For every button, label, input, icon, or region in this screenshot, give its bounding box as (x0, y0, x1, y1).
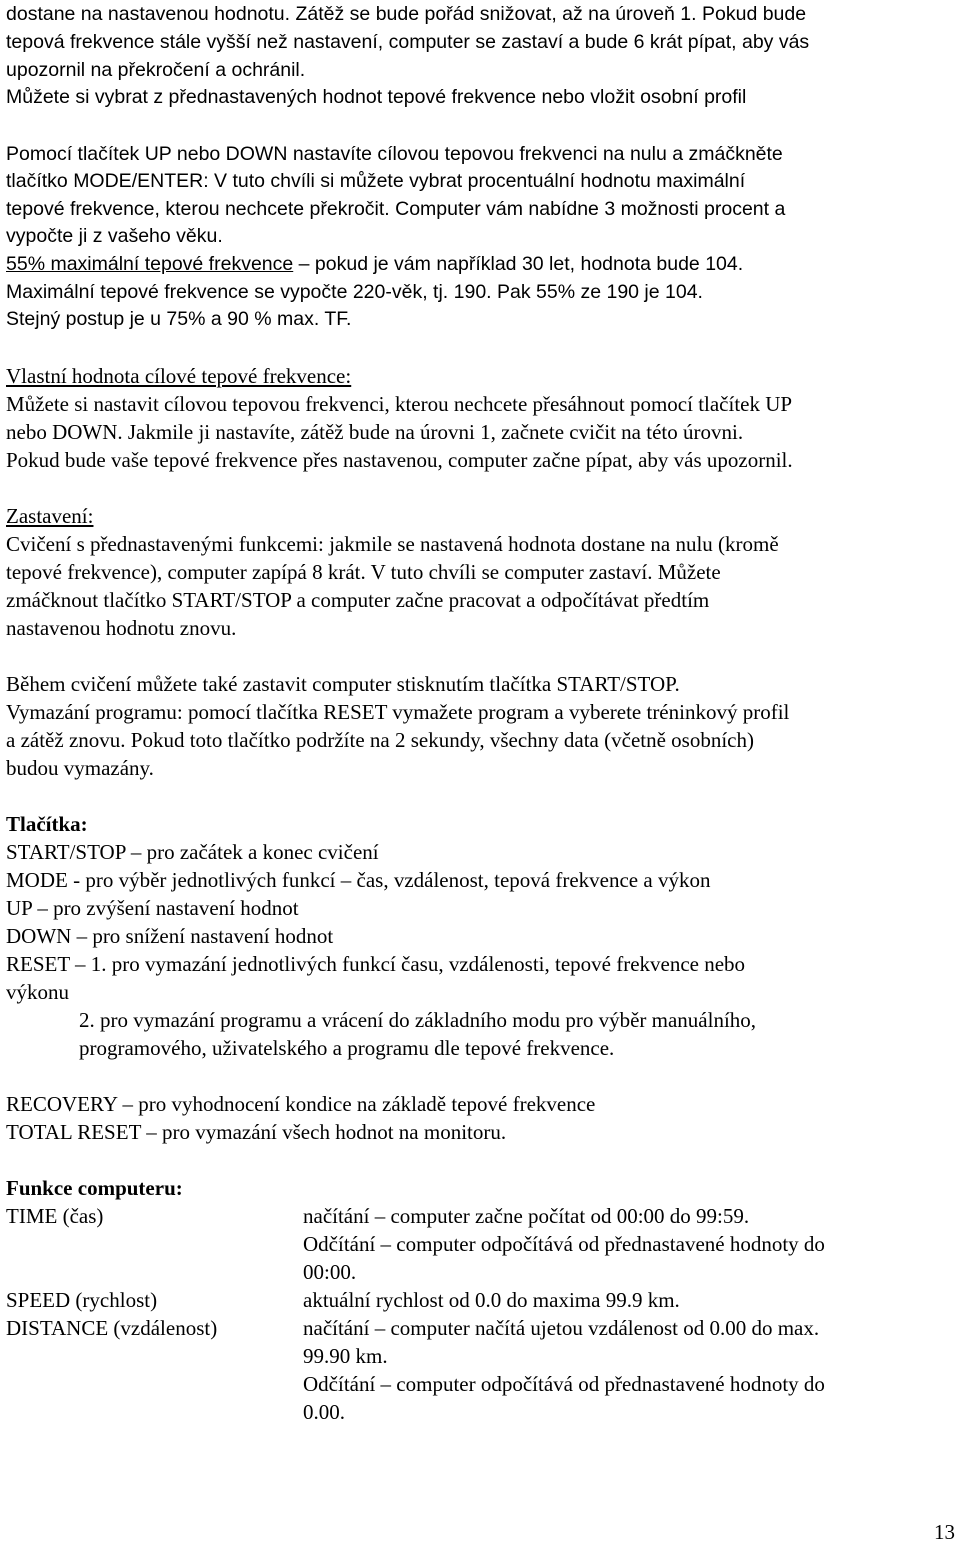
intro-line-2: tepová frekvence stále vyšší než nastavení, computer se zastaví a bude 6 krát pípat, aby vás (6, 31, 810, 53)
function-time-desc-2: Odčítání – computer odpočítává od přednastavené hodnoty do (303, 1232, 825, 1256)
custom-line-2: nebo DOWN. Jakmile ji nastavíte, zátěž bude na úrovni 1, začnete cvičit na této úrovni. (6, 420, 744, 444)
buttons-line-reset-1-cont: výkonu (6, 980, 69, 1004)
buttons-line-reset-2: 2. pro vymazání programu a vrácení do základního modu pro výběr manuálního, (79, 1008, 757, 1032)
custom-line-3: Pokud bude vaše tepové frekvence přes nastavenou, computer začne pípat, aby vás upozornil. (6, 448, 793, 472)
percent-line-2: tlačítko MODE/ENTER: V tuto chvíli si můžete vybrat procentuální hodnotu maximální (6, 170, 746, 192)
percent-line-5 (6, 250, 743, 278)
stop-heading: Zastavení: (6, 504, 94, 528)
buttons-line-start-stop: START/STOP – pro začátek a konec cvičení (6, 840, 379, 864)
buttons-line-total-reset: TOTAL RESET – pro vymazání všech hodnot na monitoru. (6, 1120, 507, 1144)
buttons-line-mode: MODE - pro výběr jednotlivých funkcí – čas, vzdálenost, tepová frekvence a výkon (6, 868, 711, 892)
function-distance-desc-4: 0.00. (303, 1400, 345, 1424)
function-time-label: TIME (čas) (6, 1204, 104, 1228)
stop-line-1: Cvičení s přednastavenými funkcemi: jakmile se nastavená hodnota dostane na nulu (kromě (6, 532, 779, 556)
intro-line-4: Můžete si vybrat z přednastavených hodnot tepové frekvence nebo vložit osobní profil (6, 86, 747, 108)
stop-line-6: Vymazání programu: pomocí tlačítka RESET vymažete program a vyberete tréninkový profil (6, 700, 790, 724)
custom-heading: Vlastní hodnota cílové tepové frekvence: (6, 364, 352, 388)
percent-line-3: tepové frekvence, kterou nechcete překročit. Computer vám nabídne 3 možnosti procent a (6, 198, 786, 220)
function-distance-desc-2: 99.90 km. (303, 1344, 388, 1368)
function-distance-label: DISTANCE (vzdálenost) (6, 1316, 218, 1340)
function-speed-desc-1: aktuální rychlost od 0.0 do maxima 99.9 km. (303, 1288, 680, 1312)
percent-line-4: vypočte ji z vašeho věku. (6, 225, 223, 247)
percent-line-5-rest: – pokud je vám například 30 let, hodnota bude 104. (293, 253, 744, 275)
intro-line-1: dostane na nastavenou hodnotu. Zátěž se bude pořád snižovat, až na úroveň 1. Pokud bude (6, 3, 807, 25)
stop-line-3: zmáčknout tlačítko START/STOP a computer začne pracovat a odpočítávat předtím (6, 588, 710, 612)
buttons-line-down: DOWN – pro snížení nastavení hodnot (6, 924, 334, 948)
buttons-line-reset-1: RESET – 1. pro vymazání jednotlivých funkcí času, vzdálenosti, tepové frekvence nebo (6, 952, 746, 976)
buttons-heading: Tlačítka: (6, 812, 88, 836)
function-distance-desc-3: Odčítání – computer odpočítává od přednastavené hodnoty do (303, 1372, 825, 1396)
function-time-desc-3: 00:00. (303, 1260, 357, 1284)
function-distance-desc-1: načítání – computer načítá ujetou vzdálenost od 0.00 do max. (303, 1316, 820, 1340)
buttons-line-up: UP – pro zvýšení nastavení hodnot (6, 896, 299, 920)
stop-line-7: a zátěž znovu. Pokud toto tlačítko podržíte na 2 sekundy, všechny data (včetně osobních) (6, 728, 754, 752)
intro-line-3: upozornil na překročení a ochránil. (6, 59, 306, 81)
function-speed-label: SPEED (rychlost) (6, 1288, 158, 1312)
custom-line-1: Můžete si nastavit cílovou tepovou frekvenci, kterou nechcete přesáhnout pomocí tlačítek UP (6, 392, 793, 416)
percent-line-1: Pomocí tlačítek UP nebo DOWN nastavíte cílovou tepovou frekvenci na nulu a zmáčkněte (6, 143, 783, 165)
stop-line-5: Během cvičení můžete také zastavit computer stisknutím tlačítka START/STOP. (6, 672, 680, 696)
functions-heading: Funkce computeru: (6, 1176, 183, 1200)
stop-line-8: budou vymazány. (6, 756, 154, 780)
buttons-line-recovery: RECOVERY – pro vyhodnocení kondice na základě tepové frekvence (6, 1092, 596, 1116)
page-number: 13 (934, 1520, 955, 1544)
percent-line-7: Stejný postup je u 75% a 90 % max. TF. (6, 308, 352, 330)
stop-line-4: nastavenou hodnotu znovu. (6, 616, 237, 640)
function-time-desc-1: načítání – computer začne počítat od 00:00 do 99:59. (303, 1204, 750, 1228)
buttons-line-reset-2-cont: programového, uživatelského a programu dle tepové frekvence. (79, 1036, 615, 1060)
stop-line-2: tepové frekvence), computer zapípá 8 krát. V tuto chvíli se computer zastaví. Můžete (6, 560, 721, 584)
max-heart-rate-label: 55% maximální tepové frekvence (6, 253, 294, 275)
percent-line-6: Maximální tepové frekvence se vypočte 220-věk, tj. 190. Pak 55% ze 190 je 104. (6, 281, 703, 303)
